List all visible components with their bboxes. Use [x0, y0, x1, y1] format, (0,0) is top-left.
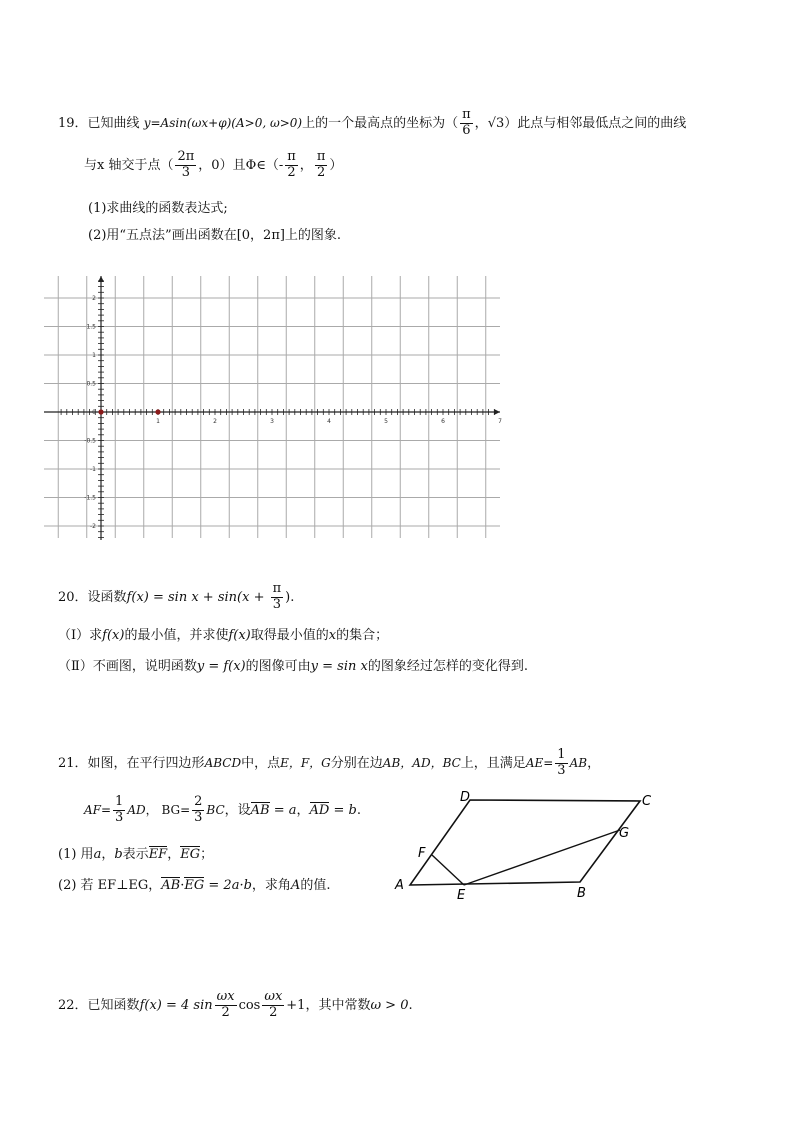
frac-den: 2 [269, 1004, 278, 1020]
q22-intro: 已知函数 [87, 997, 140, 1013]
q20-frac-pi3 [271, 582, 284, 613]
q21-p2a: (2) 若 EF⊥EG， [58, 878, 162, 893]
q20-formula: f(x) = sin x + sin(x + [126, 589, 269, 605]
q21-a: a [93, 847, 102, 862]
q19-part1: (1)求曲线的函数表达式; [88, 201, 228, 216]
label-e: E [457, 888, 466, 903]
q21-vec-ab: AB [250, 802, 270, 818]
parallelogram-figure [390, 785, 680, 905]
q21-afeq: AF= [84, 802, 112, 817]
grid-point [155, 409, 160, 414]
q21-l1d: 上，且满足 [460, 755, 526, 771]
frac-den: 2 [287, 164, 296, 180]
q20-p1a: （Ⅰ）求 [58, 628, 103, 643]
q20-x: x [328, 628, 337, 643]
q21-eqb: = b [329, 802, 357, 818]
q19-text-c: ）此点与相邻最低点之间的曲线 [504, 115, 687, 131]
q22-cos: cos [238, 997, 261, 1013]
frac-den: 3 [557, 762, 566, 778]
q21-frac-13b [113, 795, 125, 826]
x-tick-label: 4 [327, 418, 331, 425]
q20-intro: 设函数 [87, 589, 127, 605]
frac-num: 2 [194, 794, 203, 809]
frac-num: ωx [264, 989, 283, 1004]
q21-sep3: ， [167, 847, 181, 862]
q21-comma: ， [587, 755, 601, 771]
q21-set: ，设 [224, 802, 251, 818]
label-d: D [460, 790, 471, 805]
q21-ad: AD [127, 802, 146, 817]
q21-part2 [58, 874, 330, 893]
frac-num: π [272, 581, 282, 596]
q21-l1b: 中，点 [241, 755, 281, 771]
frac-num: π [316, 149, 326, 164]
q19-frac-pi2a [285, 150, 298, 181]
label-g: G [619, 826, 630, 841]
q21-eq2a: = 2a·b [204, 878, 252, 893]
q19-line2 [84, 150, 342, 181]
label-a: A [395, 878, 404, 893]
q21-b: b [114, 847, 123, 862]
q21-vec-ad: AD [309, 802, 330, 818]
q21-number: 21． [58, 755, 88, 771]
frac-den: 6 [462, 122, 471, 138]
frac-num: π [462, 107, 471, 122]
q19-sqrt3: √3 [487, 115, 505, 131]
q21-p2c: 的值. [300, 878, 331, 893]
q19-frac-pi2b [315, 150, 328, 181]
x-tick-label: 2 [213, 418, 217, 425]
q21-bc: BC [206, 802, 225, 817]
q21-p1b: 表示 [122, 847, 149, 862]
y-tick-label: -2 [90, 523, 96, 530]
q20-part1 [58, 624, 388, 643]
segment-eg [464, 830, 620, 885]
q20-p1b: 的最小值，并求使 [124, 628, 229, 643]
q19-line2-text: 与x 轴交于点（ [84, 157, 174, 173]
q19-part2: (2)用“五点法”画出函数在[0，2π]上的图象. [88, 228, 342, 243]
q20-p2b: 的图像可由 [245, 659, 311, 674]
q21-frac-13a [555, 748, 567, 779]
x-axis-arrow [494, 409, 500, 415]
x-tick-label: 1 [156, 418, 160, 425]
comma: ， [299, 157, 313, 173]
frac-den: 3 [194, 809, 203, 825]
q19-text: 已知曲线 [87, 115, 144, 131]
q21-vec-eg: EG [180, 847, 201, 862]
q21-part1 [58, 843, 213, 862]
y-tick-label: -1 [90, 466, 96, 473]
q21-line2 [84, 795, 361, 826]
y-tick-label: -1.5 [84, 494, 96, 502]
q20-fx: f(x) [102, 628, 125, 643]
q22-omega: ω > 0 [370, 997, 409, 1013]
q22-plus: +1，其中常数 [286, 997, 371, 1013]
y-tick-label: 1.5 [86, 323, 96, 331]
q20-yfx: y = f(x) [196, 659, 246, 674]
segment-fe [432, 855, 464, 885]
q21-ab: AB [569, 755, 588, 770]
q21-dot: · [180, 878, 185, 893]
q20-formula-end: ). [285, 589, 295, 605]
label-b: B [577, 886, 586, 901]
q19-line1 [58, 108, 686, 139]
q21-p1a: (1) 用 [58, 847, 94, 862]
frac-den: 2 [221, 1004, 230, 1020]
q21-sep: ， [296, 802, 310, 818]
q22-f: f(x) = 4 sin [139, 997, 213, 1013]
q20-p2c: 的图象经过怎样的变化得到. [367, 659, 528, 674]
q21-l1c: 分别在边 [330, 755, 383, 771]
q22-line [58, 990, 413, 1021]
comma: ， [474, 115, 488, 131]
q20-line1 [58, 582, 294, 613]
q21-sep2: ， [101, 847, 115, 862]
x-tick-label: 5 [384, 418, 388, 425]
q20-p2a: （Ⅱ）不画图，说明函数 [58, 659, 197, 674]
frac-den: 3 [115, 809, 124, 825]
q21-efg: E，F，G [280, 755, 331, 770]
y-tick-label: 1 [92, 352, 96, 359]
q22-number: 22． [58, 997, 88, 1013]
q22-frac-1 [215, 990, 237, 1021]
y-tick-label: 0.5 [86, 380, 96, 388]
q21-vec-ef: EF [148, 847, 168, 862]
q19-zero: ，0）且Φ∈（- [198, 157, 284, 173]
q19-frac-pi6 [460, 108, 473, 139]
q21-abcd: ABCD [204, 755, 242, 770]
q21-text: 如图，在平行四边形 [87, 755, 205, 771]
x-tick-label: 3 [270, 418, 274, 425]
q19-text-b: 上的一个最高点的坐标为（ [302, 115, 459, 131]
q22-frac-2 [262, 990, 284, 1021]
q21-eqa: = a [269, 802, 297, 818]
q21-vec-ab2: AB [161, 878, 181, 893]
q21-period: . [356, 802, 361, 818]
q19-frac-2pi3 [175, 150, 196, 181]
y-tick-label: -0.5 [84, 437, 96, 445]
q21-angle-a: A [290, 878, 301, 893]
q22-end: . [408, 997, 413, 1013]
q21-bgeq: ， BG= [145, 802, 191, 817]
q20-ysinx: y = sin x [310, 659, 368, 674]
label-f: F [418, 846, 426, 861]
q20-number: 20． [58, 589, 88, 605]
q20-part2 [58, 655, 528, 674]
frac-den: 2 [316, 164, 326, 180]
frac-num: 1 [115, 794, 124, 809]
y-tick-label: 0 [92, 409, 96, 416]
coordinate-grid [40, 272, 510, 542]
q21-semi: ； [200, 847, 214, 862]
grid-point [98, 409, 103, 414]
label-c: C [642, 794, 652, 809]
frac-den: 3 [272, 596, 281, 612]
q21-ae: AE= [525, 755, 554, 770]
parallelogram-abcd [410, 800, 640, 885]
q19-func: y=Asin(ωx+φ)(A>0, ω>0) [143, 115, 303, 130]
frac-den: 3 [181, 164, 191, 180]
paren-close: ） [329, 157, 343, 173]
frac-num: π [287, 149, 296, 164]
q21-frac-23 [192, 795, 204, 826]
y-tick-label: 2 [92, 295, 96, 302]
frac-num: 2π [177, 149, 195, 164]
q20-p1c: 取得最小值的 [250, 628, 329, 643]
q21-edges: AB，AD，BC [382, 755, 461, 770]
q19-number: 19． [58, 115, 88, 131]
q21-p2b: ，求角 [251, 878, 291, 893]
q21-line1 [58, 748, 600, 779]
q20-p1d: 的集合； [336, 628, 389, 643]
frac-num: ωx [216, 989, 235, 1004]
q21-vec-eg2: EG [184, 878, 205, 893]
q20-fx-2: f(x) [228, 628, 251, 643]
x-tick-label: 7 [498, 418, 502, 425]
frac-num: 1 [557, 747, 566, 762]
x-tick-label: 6 [441, 418, 445, 425]
